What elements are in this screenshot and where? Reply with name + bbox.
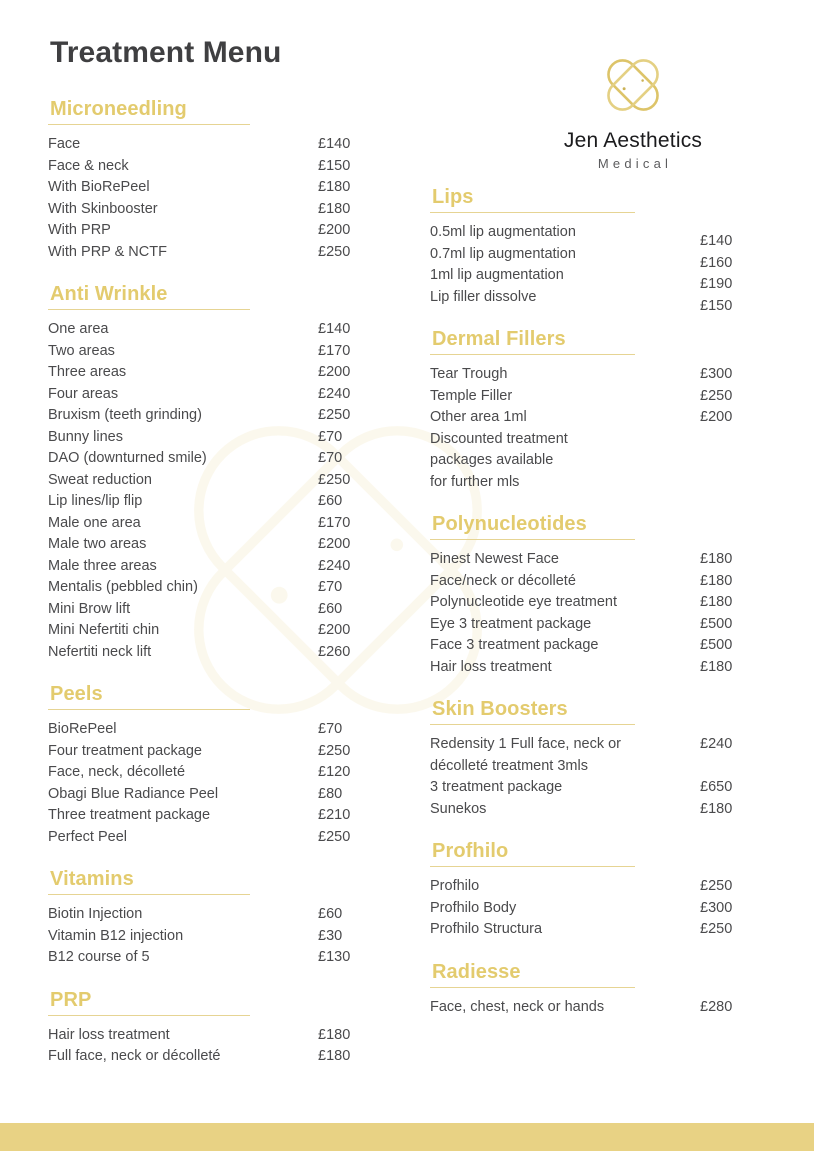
menu-section: [430, 961, 770, 1019]
menu-item-row: [48, 513, 418, 535]
menu-item-label: Pinest Newest Face: [430, 551, 559, 567]
menu-item-price: £250: [700, 387, 733, 404]
menu-item-label: Bruxism (teeth grinding): [48, 407, 202, 423]
menu-item-row: [48, 556, 418, 578]
menu-item-price: £140: [700, 233, 733, 249]
menu-column-right: [430, 186, 770, 1022]
section-divider: [430, 724, 635, 725]
menu-item-price: £190: [700, 276, 733, 292]
page-title: Treatment Menu: [50, 36, 282, 69]
menu-item-price: £250: [318, 471, 351, 488]
menu-section: [430, 698, 770, 820]
menu-item-label: Discounted treatment: [430, 430, 568, 447]
section-heading: Radiesse: [432, 960, 521, 983]
menu-item-label: Mini Brow lift: [48, 600, 131, 617]
menu-item-price: £200: [318, 536, 351, 552]
menu-item-label: Mentalis (pebbled chin): [48, 579, 198, 595]
menu-section: [430, 328, 770, 493]
menu-item-row: [48, 947, 418, 969]
menu-item-row: [48, 470, 418, 492]
menu-item-label: Male three areas: [48, 557, 157, 574]
menu-item-row: [48, 577, 418, 599]
menu-item-price: £80: [318, 785, 343, 802]
menu-item-row: [430, 386, 770, 408]
menu-item-list: [430, 222, 770, 314]
menu-item-row: [48, 242, 418, 264]
menu-item-row: [430, 635, 770, 657]
menu-item-label: Face & neck: [48, 157, 129, 174]
menu-item-price: £180: [318, 1026, 351, 1043]
menu-item-row: [430, 222, 770, 249]
menu-item-label: Four areas: [48, 385, 119, 402]
menu-item-price: £180: [700, 800, 733, 817]
menu-section: [48, 283, 418, 663]
menu-item-label: Biotin Injection: [48, 906, 143, 922]
menu-item-label: Hair loss treatment: [48, 1026, 170, 1043]
menu-item-label: Two areas: [48, 342, 115, 359]
menu-item-price: £170: [318, 514, 351, 531]
menu-item-label: With BioRePeel: [48, 179, 150, 195]
menu-item-row: [48, 784, 418, 806]
menu-item-price: £250: [700, 921, 733, 937]
menu-item-row: [48, 384, 418, 406]
menu-item-label: Perfect Peel: [48, 828, 127, 845]
menu-item-price: £180: [318, 1048, 351, 1064]
menu-item-row: [48, 199, 418, 221]
menu-item-price: £250: [318, 828, 351, 845]
menu-item-price: £180: [318, 200, 351, 217]
menu-item-price: £240: [700, 736, 733, 752]
menu-item-price: £150: [318, 157, 351, 174]
menu-item-row: [430, 407, 770, 429]
menu-item-row: [48, 177, 418, 199]
section-heading: Polynucleotides: [432, 513, 587, 535]
menu-item-price: £60: [318, 906, 343, 922]
menu-item-price: £240: [318, 385, 351, 402]
section-heading: Microneedling: [50, 98, 187, 120]
menu-item-row: [430, 265, 770, 292]
menu-item-list: [430, 549, 770, 678]
menu-item-label: Mini Nefertiti chin: [48, 622, 160, 638]
menu-item-label: 0.5ml lip augmentation: [430, 224, 576, 240]
menu-item-label: One area: [48, 321, 109, 337]
menu-item-price: £140: [318, 136, 351, 152]
menu-item-price: £120: [318, 764, 351, 780]
menu-item-row: [48, 427, 418, 449]
menu-item-list: [48, 719, 418, 848]
menu-item-list: [430, 997, 770, 1019]
menu-item-label: DAO (downturned smile): [48, 450, 207, 466]
menu-item-label: Full face, neck or décolleté: [48, 1048, 221, 1064]
menu-item-row: [48, 220, 418, 242]
menu-item-label: Redensity 1 Full face, neck or décolleté treatment 3mls: [430, 736, 622, 774]
menu-item-price: £250: [318, 407, 351, 423]
menu-item-price: £240: [318, 557, 351, 574]
menu-item-label: Face: [48, 136, 81, 152]
menu-item-label: Hair loss treatment: [430, 658, 552, 675]
brand-logo-block: [528, 48, 738, 171]
menu-item-label: 3 treatment package: [430, 779, 563, 795]
menu-item-row: [430, 571, 770, 593]
brand-subtitle: Medical: [597, 156, 673, 172]
menu-item-list: [430, 734, 770, 820]
menu-item-price: £180: [700, 572, 733, 589]
menu-item-label: Four treatment package: [48, 742, 202, 759]
menu-item-price: £180: [700, 658, 733, 675]
menu-item-row: [430, 549, 770, 571]
section-divider: [430, 987, 635, 988]
menu-section: [430, 513, 770, 678]
menu-item-label: With PRP: [48, 222, 111, 238]
menu-item-row: [48, 599, 418, 621]
menu-item-label: With Skinbooster: [48, 200, 158, 217]
section-divider: [430, 866, 635, 867]
menu-section: [430, 840, 770, 941]
menu-item-price: £200: [700, 409, 733, 425]
menu-item-label: for further mls: [430, 473, 520, 490]
menu-item-label: Lip lines/lip flip: [48, 493, 143, 509]
menu-item-label: Profhilo Structura: [430, 921, 543, 937]
menu-column-left: [48, 36, 418, 1072]
section-divider: [48, 894, 250, 895]
menu-item-label: B12 course of 5: [48, 949, 150, 965]
menu-section: [48, 98, 418, 263]
menu-item-label: Bunny lines: [48, 428, 123, 445]
menu-item-price: £140: [318, 321, 351, 337]
menu-item-row: [48, 491, 418, 513]
section-heading: Dermal Fillers: [432, 328, 566, 350]
menu-item-row: [48, 926, 418, 948]
jen-aesthetics-loops-icon: [596, 48, 670, 122]
menu-item-price: £200: [318, 622, 351, 638]
section-heading: Anti Wrinkle: [50, 283, 168, 305]
menu-item-price: £300: [700, 899, 733, 916]
menu-item-row: [48, 904, 418, 926]
menu-item-label: Face, neck, décolleté: [48, 764, 186, 780]
menu-section: [48, 868, 418, 969]
menu-item-price: £210: [318, 807, 351, 823]
section-divider: [48, 309, 250, 310]
menu-item-label: Vitamin B12 injection: [48, 927, 184, 944]
menu-item-price: £260: [318, 643, 351, 660]
menu-item-price: £70: [318, 721, 343, 737]
menu-item-price: £180: [700, 594, 733, 610]
menu-item-price: £650: [700, 779, 733, 795]
section-heading: Vitamins: [50, 868, 134, 890]
menu-item-label: Profhilo Body: [430, 899, 517, 916]
menu-item-price: £160: [700, 254, 733, 271]
menu-item-price: £200: [318, 364, 351, 380]
menu-item-row: [48, 762, 418, 784]
menu-item-list: [48, 904, 418, 969]
menu-item-list: [430, 876, 770, 941]
menu-item-row: [430, 657, 770, 679]
menu-item-row: [430, 450, 770, 472]
menu-item-row: [48, 719, 418, 741]
menu-item-price: £200: [318, 222, 351, 238]
menu-item-row: [430, 244, 770, 271]
menu-item-row: [48, 1025, 418, 1047]
section-divider: [48, 1015, 250, 1016]
menu-item-row: [48, 362, 418, 384]
menu-item-row: [48, 319, 418, 341]
menu-section: [430, 186, 770, 314]
menu-item-label: Profhilo: [430, 878, 480, 894]
menu-item-row: [48, 156, 418, 178]
menu-item-row: [430, 919, 770, 941]
menu-item-price: £250: [700, 878, 733, 894]
menu-item-row: [48, 1046, 418, 1068]
menu-item-label: Three areas: [48, 364, 127, 380]
menu-item-price: £70: [318, 579, 343, 595]
menu-item-label: Sweat reduction: [48, 471, 152, 488]
menu-item-label: Temple Filler: [430, 387, 513, 404]
section-heading: PRP: [50, 988, 92, 1011]
menu-item-row: [48, 405, 418, 427]
menu-item-label: 0.7ml lip augmentation: [430, 245, 576, 262]
menu-item-row: [430, 472, 770, 494]
menu-item-row: [48, 448, 418, 470]
section-divider: [48, 709, 250, 710]
footer-accent-bar: [0, 1123, 814, 1151]
menu-item-price: £170: [318, 342, 351, 359]
menu-item-label: Nefertiti neck lift: [48, 643, 152, 660]
menu-item-label: With PRP & NCTF: [48, 243, 167, 260]
menu-item-row: [430, 777, 770, 799]
menu-item-price: £60: [318, 493, 343, 509]
menu-item-label: Face/neck or décolleté: [430, 572, 576, 589]
menu-item-row: [430, 429, 770, 451]
section-heading: Peels: [50, 683, 103, 705]
menu-item-price: £250: [318, 243, 351, 260]
menu-item-price: £70: [318, 428, 343, 445]
section-divider: [430, 212, 635, 213]
section-divider: [48, 124, 250, 125]
menu-item-row: [430, 614, 770, 636]
menu-item-label: Sunekos: [430, 800, 487, 817]
menu-item-row: [430, 364, 770, 386]
menu-item-price: £300: [700, 366, 733, 382]
menu-item-price: £150: [700, 297, 733, 314]
menu-item-price: £500: [700, 615, 733, 632]
menu-item-price: £70: [318, 450, 343, 466]
menu-item-row: [430, 799, 770, 821]
menu-item-row: [430, 876, 770, 898]
menu-item-label: Lip filler dissolve: [430, 288, 537, 305]
menu-item-list: [48, 319, 418, 663]
menu-section: [48, 683, 418, 848]
menu-item-price: £500: [700, 637, 733, 653]
menu-item-label: Face, chest, neck or hands: [430, 998, 605, 1015]
menu-item-row: [430, 734, 770, 777]
menu-item-row: [48, 642, 418, 664]
menu-item-label: 1ml lip augmentation: [430, 267, 564, 283]
menu-item-row: [48, 134, 418, 156]
menu-item-label: Obagi Blue Radiance Peel: [48, 785, 219, 802]
section-divider: [430, 539, 635, 540]
menu-item-row: [48, 827, 418, 849]
section-heading: Profhilo: [432, 840, 509, 862]
menu-item-row: [48, 341, 418, 363]
menu-section: [48, 989, 418, 1068]
menu-item-list: [430, 364, 770, 493]
section-divider: [430, 354, 635, 355]
menu-item-row: [430, 592, 770, 614]
menu-item-row: [430, 287, 770, 314]
brand-name: Jen Aesthetics: [563, 129, 703, 152]
menu-item-price: £30: [318, 927, 343, 944]
menu-item-row: [430, 997, 770, 1019]
menu-item-label: Polynucleotide eye treatment: [430, 594, 617, 610]
right-sections-container: [430, 186, 770, 1018]
menu-item-label: Eye 3 treatment package: [430, 615, 592, 632]
menu-item-label: Other area 1ml: [430, 409, 527, 425]
menu-item-price: £60: [318, 600, 343, 617]
menu-item-price: £280: [700, 998, 733, 1015]
menu-item-label: Tear Trough: [430, 366, 508, 382]
menu-item-label: BioRePeel: [48, 721, 117, 737]
menu-item-price: £180: [700, 551, 733, 567]
menu-item-row: [48, 741, 418, 763]
menu-item-label: Three treatment package: [48, 807, 211, 823]
menu-item-price: £130: [318, 949, 351, 965]
left-sections-container: [48, 98, 418, 1068]
menu-item-list: [48, 134, 418, 263]
section-heading: Skin Boosters: [432, 698, 568, 720]
menu-item-row: [48, 805, 418, 827]
menu-item-row: [48, 534, 418, 556]
menu-item-price: £250: [318, 742, 351, 759]
menu-item-label: packages available: [430, 452, 554, 468]
menu-item-row: [430, 898, 770, 920]
menu-item-list: [48, 1025, 418, 1068]
menu-item-price: £180: [318, 179, 351, 195]
menu-item-label: Male two areas: [48, 536, 147, 552]
menu-item-row: [48, 620, 418, 642]
section-heading: Lips: [432, 186, 474, 208]
menu-item-label: Face 3 treatment package: [430, 637, 599, 653]
menu-item-label: Male one area: [48, 514, 141, 531]
